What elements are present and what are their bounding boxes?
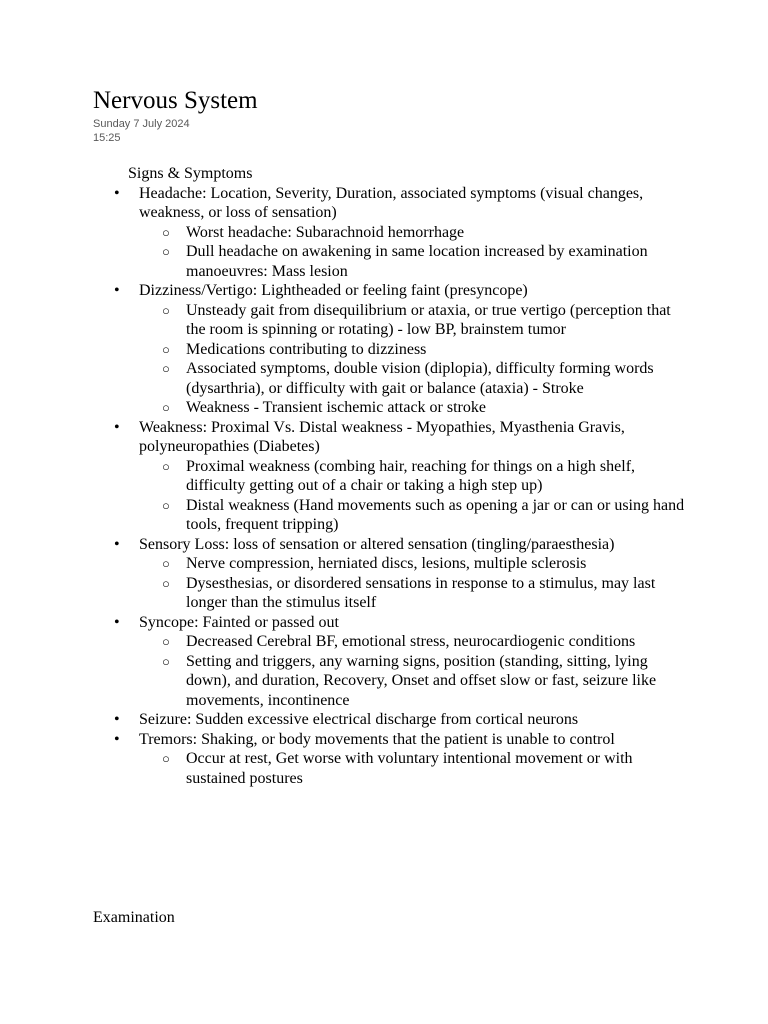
bullet-icon: • [114,711,120,728]
sub-list [139,223,693,282]
symptom-item [93,184,693,282]
sub-list [139,632,693,710]
sub-item [139,554,693,574]
sub-item-text: Associated symptoms, double vision (diplopia), difficulty forming words (dysarthria), or difficulty with gait or balance (ataxia) - Stroke [186,360,654,397]
circle-bullet-icon: ○ [162,400,170,415]
symptom-item [93,535,693,613]
circle-bullet-icon: ○ [162,653,170,669]
sub-item-text: Nerve compression, herniated discs, lesions, multiple sclerosis [186,555,587,572]
note-time: 15:25 [93,132,121,144]
sub-item-text: Unsteady gait from disequilibrium or ataxia, or true vertigo (perception that the room is spinning or rotating) - low BP, brainstem tumor [186,301,671,338]
sub-item [139,359,693,398]
sub-item-text: Decreased Cerebral BF, emotional stress, neurocardiogenic conditions [186,633,636,650]
note-date: Sunday 7 July 2024 [93,118,190,130]
sub-list [139,301,693,418]
sub-item [139,223,693,243]
circle-bullet-icon: ○ [162,224,170,240]
sub-item [139,574,693,613]
sub-item [139,457,693,496]
symptom-list [93,184,693,789]
sub-item-text: Weakness - Transient ischemic attack or stroke [186,399,486,416]
page-title[interactable]: Nervous System [93,87,258,114]
sub-item-text: Distal weakness (Hand movements such as opening a jar or can or using hand tools, frequent tripping) [186,496,685,533]
examination-heading: Examination [93,909,175,926]
sub-item [139,398,693,418]
symptom-item [93,418,693,535]
sub-item [139,749,693,788]
symptom-item [93,281,693,418]
bullet-icon: • [114,535,120,553]
symptom-item [93,613,693,711]
sub-item [139,301,693,340]
sub-item-text: Occur at rest, Get worse with voluntary intentional movement or with sustained postures [186,750,633,787]
sub-item [139,652,693,711]
circle-bullet-icon: ○ [162,302,170,318]
symptom-text: Tremors: Shaking, or body movements that the patient is unable to control [139,730,615,748]
sub-list [139,457,693,535]
sub-item [139,632,693,652]
sub-item-text: Setting and triggers, any warning signs, position (standing, sitting, lying down), and duration, Recovery, Onset and offset slow or fast, seizure like movements, incontinence [186,652,657,709]
sub-item [139,496,693,535]
symptom-item [93,730,693,789]
symptom-item [93,710,693,730]
symptom-text: Headache: Location, Severity, Duration, associated symptoms (visual changes, weakness, or loss of sensation) [139,184,644,221]
sub-item-text: Dull headache on awakening in same location increased by examination manoeuvres: Mass lesion [186,243,648,280]
sub-list [139,554,693,613]
sub-item-text: Proximal weakness (combing hair, reaching for things on a high shelf, difficulty getting out of a chair or taking a high step up) [186,457,636,494]
note-body[interactable] [93,164,693,788]
circle-bullet-icon: ○ [162,556,170,571]
bullet-icon: • [114,613,120,631]
sub-item [139,242,693,281]
symptom-text: Weakness: Proximal Vs. Distal weakness - Myopathies, Myasthenia Gravis, polyneuropathies (Diabetes) [139,418,625,455]
sub-item-text: Medications contributing to dizziness [186,340,427,358]
symptom-text: Seizure: Sudden excessive electrical discharge from cortical neurons [139,711,579,728]
bullet-icon: • [114,184,120,202]
sub-item-text: Worst headache: Subarachnoid hemorrhage [186,223,465,241]
bullet-icon: • [114,282,120,299]
circle-bullet-icon: ○ [162,751,170,766]
bullet-icon: • [114,730,120,748]
circle-bullet-icon: ○ [162,634,170,649]
circle-bullet-icon: ○ [162,497,170,513]
circle-bullet-icon: ○ [162,244,170,259]
circle-bullet-icon: ○ [162,361,170,376]
symptom-text: Sensory Loss: loss of sensation or altered sensation (tingling/paraesthesia) [139,535,615,553]
circle-bullet-icon: ○ [162,341,170,357]
section-heading: Signs & Symptoms [128,165,253,182]
sub-list [139,749,693,788]
sub-item [139,340,693,360]
circle-bullet-icon: ○ [162,458,170,474]
symptom-text: Syncope: Fainted or passed out [139,613,339,631]
circle-bullet-icon: ○ [162,575,170,591]
bullet-icon: • [114,418,120,436]
sub-item-text: Dysesthesias, or disordered sensations in response to a stimulus, may last longer than the stimulus itself [186,574,656,611]
symptom-text: Dizziness/Vertigo: Lightheaded or feeling faint (presyncope) [139,282,528,299]
